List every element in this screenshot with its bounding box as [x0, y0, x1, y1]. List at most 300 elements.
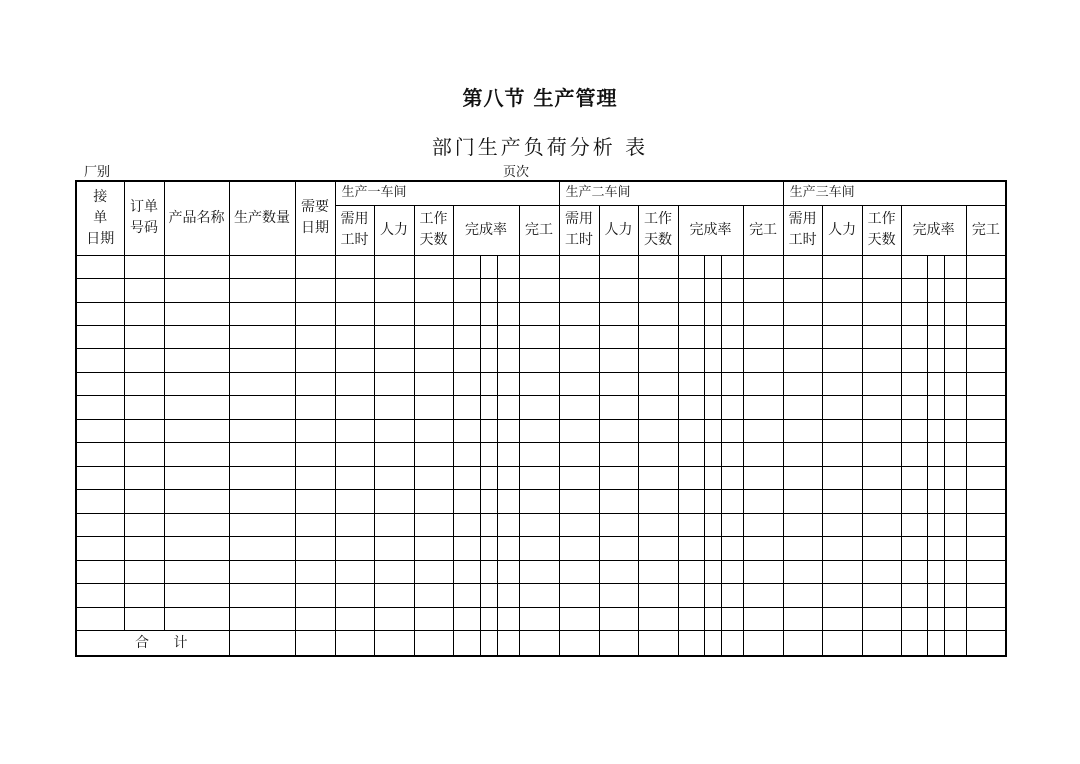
table-cell[interactable] [704, 302, 721, 325]
table-cell[interactable] [599, 349, 638, 372]
table-cell[interactable] [164, 584, 229, 607]
table-cell[interactable] [638, 302, 678, 325]
table-cell[interactable] [901, 513, 927, 536]
table-cell[interactable] [944, 631, 966, 656]
table-cell[interactable] [229, 466, 295, 489]
table-cell[interactable] [944, 419, 966, 442]
table-cell[interactable] [966, 279, 1006, 302]
table-cell[interactable] [901, 443, 927, 466]
table-cell[interactable] [453, 255, 480, 278]
table-cell[interactable] [704, 372, 721, 395]
table-cell[interactable] [164, 326, 229, 349]
table-cell[interactable] [519, 443, 559, 466]
table-cell[interactable] [721, 513, 743, 536]
table-cell[interactable] [783, 349, 822, 372]
table-cell[interactable] [678, 372, 704, 395]
table-cell[interactable] [599, 326, 638, 349]
table-cell[interactable] [721, 443, 743, 466]
table-cell[interactable] [335, 443, 374, 466]
table-cell[interactable] [822, 255, 862, 278]
table-cell[interactable] [599, 513, 638, 536]
table-cell[interactable] [519, 326, 559, 349]
table-cell[interactable] [76, 537, 124, 560]
table-cell[interactable] [76, 326, 124, 349]
table-cell[interactable] [638, 584, 678, 607]
table-cell[interactable] [295, 513, 335, 536]
table-cell[interactable] [335, 607, 374, 630]
table-cell[interactable] [480, 279, 497, 302]
table-cell[interactable] [966, 443, 1006, 466]
table-cell[interactable] [76, 419, 124, 442]
table-cell[interactable] [414, 396, 453, 419]
table-cell[interactable] [704, 537, 721, 560]
table-cell[interactable] [229, 372, 295, 395]
table-cell[interactable] [374, 607, 414, 630]
table-cell[interactable] [638, 490, 678, 513]
table-cell[interactable] [295, 372, 335, 395]
table-cell[interactable] [76, 302, 124, 325]
table-cell[interactable] [453, 466, 480, 489]
table-cell[interactable] [76, 255, 124, 278]
table-cell[interactable] [944, 302, 966, 325]
table-cell[interactable] [480, 560, 497, 583]
table-cell[interactable] [638, 607, 678, 630]
table-cell[interactable] [721, 537, 743, 560]
table-cell[interactable] [944, 326, 966, 349]
table-cell[interactable] [678, 560, 704, 583]
table-cell[interactable] [559, 443, 599, 466]
table-cell[interactable] [559, 513, 599, 536]
table-cell[interactable] [335, 279, 374, 302]
table-cell[interactable] [901, 255, 927, 278]
table-cell[interactable] [519, 584, 559, 607]
table-cell[interactable] [783, 396, 822, 419]
table-cell[interactable] [295, 419, 335, 442]
table-cell[interactable] [721, 302, 743, 325]
table-cell[interactable] [721, 419, 743, 442]
table-cell[interactable] [599, 396, 638, 419]
table-cell[interactable] [704, 419, 721, 442]
table-cell[interactable] [519, 537, 559, 560]
table-cell[interactable] [743, 255, 783, 278]
table-cell[interactable] [783, 443, 822, 466]
table-cell[interactable] [229, 584, 295, 607]
table-cell[interactable] [497, 349, 519, 372]
table-cell[interactable] [559, 419, 599, 442]
table-cell[interactable] [374, 255, 414, 278]
table-cell[interactable] [599, 560, 638, 583]
table-cell[interactable] [295, 443, 335, 466]
table-cell[interactable] [862, 631, 901, 656]
table-cell[interactable] [783, 490, 822, 513]
table-cell[interactable] [124, 560, 164, 583]
table-cell[interactable] [497, 537, 519, 560]
table-cell[interactable] [704, 584, 721, 607]
table-cell[interactable] [124, 302, 164, 325]
table-cell[interactable] [638, 279, 678, 302]
table-cell[interactable] [414, 255, 453, 278]
table-cell[interactable] [164, 419, 229, 442]
table-cell[interactable] [927, 607, 944, 630]
table-cell[interactable] [497, 631, 519, 656]
table-cell[interactable] [414, 279, 453, 302]
table-cell[interactable] [822, 560, 862, 583]
table-cell[interactable] [721, 372, 743, 395]
table-cell[interactable] [229, 607, 295, 630]
table-cell[interactable] [559, 584, 599, 607]
table-cell[interactable] [519, 372, 559, 395]
table-cell[interactable] [76, 372, 124, 395]
table-cell[interactable] [374, 326, 414, 349]
table-cell[interactable] [124, 372, 164, 395]
table-cell[interactable] [944, 349, 966, 372]
table-cell[interactable] [927, 326, 944, 349]
table-cell[interactable] [599, 419, 638, 442]
table-cell[interactable] [944, 372, 966, 395]
table-cell[interactable] [743, 631, 783, 656]
table-cell[interactable] [743, 466, 783, 489]
table-cell[interactable] [678, 607, 704, 630]
table-cell[interactable] [721, 607, 743, 630]
table-cell[interactable] [229, 255, 295, 278]
table-cell[interactable] [721, 560, 743, 583]
table-cell[interactable] [678, 513, 704, 536]
table-cell[interactable] [124, 326, 164, 349]
table-cell[interactable] [927, 466, 944, 489]
table-cell[interactable] [822, 326, 862, 349]
table-cell[interactable] [862, 279, 901, 302]
table-cell[interactable] [638, 537, 678, 560]
table-cell[interactable] [678, 443, 704, 466]
table-cell[interactable] [638, 326, 678, 349]
table-cell[interactable] [164, 349, 229, 372]
table-cell[interactable] [76, 349, 124, 372]
table-cell[interactable] [638, 372, 678, 395]
table-cell[interactable] [295, 607, 335, 630]
table-cell[interactable] [704, 349, 721, 372]
table-cell[interactable] [901, 396, 927, 419]
table-cell[interactable] [480, 255, 497, 278]
table-cell[interactable] [743, 560, 783, 583]
table-cell[interactable] [559, 631, 599, 656]
table-cell[interactable] [124, 513, 164, 536]
table-cell[interactable] [335, 349, 374, 372]
table-cell[interactable] [927, 302, 944, 325]
table-cell[interactable] [862, 302, 901, 325]
table-cell[interactable] [497, 560, 519, 583]
table-cell[interactable] [783, 372, 822, 395]
table-cell[interactable] [901, 372, 927, 395]
table-cell[interactable] [414, 537, 453, 560]
table-cell[interactable] [374, 537, 414, 560]
table-cell[interactable] [704, 607, 721, 630]
table-cell[interactable] [76, 490, 124, 513]
table-cell[interactable] [229, 326, 295, 349]
table-cell[interactable] [164, 372, 229, 395]
table-cell[interactable] [966, 326, 1006, 349]
table-cell[interactable] [966, 349, 1006, 372]
table-cell[interactable] [335, 419, 374, 442]
table-cell[interactable] [497, 372, 519, 395]
table-cell[interactable] [497, 396, 519, 419]
table-cell[interactable] [599, 631, 638, 656]
table-cell[interactable] [164, 302, 229, 325]
table-cell[interactable] [414, 631, 453, 656]
table-cell[interactable] [966, 513, 1006, 536]
table-cell[interactable] [599, 302, 638, 325]
table-cell[interactable] [822, 279, 862, 302]
table-cell[interactable] [480, 443, 497, 466]
table-cell[interactable] [783, 466, 822, 489]
table-cell[interactable] [783, 419, 822, 442]
table-cell[interactable] [519, 396, 559, 419]
table-cell[interactable] [374, 466, 414, 489]
table-cell[interactable] [678, 349, 704, 372]
table-cell[interactable] [453, 279, 480, 302]
table-cell[interactable] [519, 349, 559, 372]
table-cell[interactable] [229, 302, 295, 325]
table-cell[interactable] [497, 607, 519, 630]
table-cell[interactable] [453, 537, 480, 560]
table-cell[interactable] [480, 513, 497, 536]
table-cell[interactable] [414, 302, 453, 325]
table-cell[interactable] [966, 255, 1006, 278]
table-cell[interactable] [966, 490, 1006, 513]
table-cell[interactable] [76, 560, 124, 583]
table-cell[interactable] [678, 537, 704, 560]
table-cell[interactable] [966, 466, 1006, 489]
table-cell[interactable] [124, 584, 164, 607]
table-cell[interactable] [704, 255, 721, 278]
table-cell[interactable] [453, 326, 480, 349]
table-cell[interactable] [559, 279, 599, 302]
table-cell[interactable] [480, 372, 497, 395]
table-cell[interactable] [927, 372, 944, 395]
table-cell[interactable] [374, 279, 414, 302]
table-cell[interactable] [480, 631, 497, 656]
table-cell[interactable] [76, 607, 124, 630]
table-cell[interactable] [862, 443, 901, 466]
table-cell[interactable] [295, 490, 335, 513]
table-cell[interactable] [944, 607, 966, 630]
table-cell[interactable] [783, 302, 822, 325]
table-cell[interactable] [944, 443, 966, 466]
table-cell[interactable] [822, 490, 862, 513]
table-cell[interactable] [164, 607, 229, 630]
table-cell[interactable] [229, 419, 295, 442]
table-cell[interactable] [453, 396, 480, 419]
table-cell[interactable] [453, 513, 480, 536]
table-cell[interactable] [453, 560, 480, 583]
table-cell[interactable] [966, 419, 1006, 442]
table-cell[interactable] [783, 607, 822, 630]
table-cell[interactable] [76, 396, 124, 419]
table-cell[interactable] [862, 396, 901, 419]
table-cell[interactable] [519, 513, 559, 536]
table-cell[interactable] [229, 490, 295, 513]
table-cell[interactable] [966, 372, 1006, 395]
table-cell[interactable] [678, 279, 704, 302]
table-cell[interactable] [480, 419, 497, 442]
table-cell[interactable] [927, 584, 944, 607]
table-cell[interactable] [480, 302, 497, 325]
table-cell[interactable] [721, 255, 743, 278]
table-cell[interactable] [453, 372, 480, 395]
table-cell[interactable] [453, 443, 480, 466]
table-cell[interactable] [743, 490, 783, 513]
table-cell[interactable] [944, 513, 966, 536]
table-cell[interactable] [229, 279, 295, 302]
table-cell[interactable] [335, 490, 374, 513]
table-cell[interactable] [822, 419, 862, 442]
table-cell[interactable] [901, 560, 927, 583]
table-cell[interactable] [414, 326, 453, 349]
table-cell[interactable] [519, 490, 559, 513]
table-cell[interactable] [944, 584, 966, 607]
table-cell[interactable] [862, 490, 901, 513]
table-cell[interactable] [721, 584, 743, 607]
table-cell[interactable] [519, 607, 559, 630]
table-cell[interactable] [453, 584, 480, 607]
table-cell[interactable] [295, 349, 335, 372]
table-cell[interactable] [901, 490, 927, 513]
table-cell[interactable] [124, 349, 164, 372]
table-cell[interactable] [822, 349, 862, 372]
table-cell[interactable] [927, 349, 944, 372]
table-cell[interactable] [704, 279, 721, 302]
table-cell[interactable] [678, 466, 704, 489]
table-cell[interactable] [638, 560, 678, 583]
table-cell[interactable] [559, 537, 599, 560]
table-cell[interactable] [966, 584, 1006, 607]
table-cell[interactable] [414, 349, 453, 372]
table-cell[interactable] [638, 255, 678, 278]
table-cell[interactable] [480, 466, 497, 489]
table-cell[interactable] [497, 419, 519, 442]
table-cell[interactable] [164, 560, 229, 583]
table-cell[interactable] [374, 584, 414, 607]
table-cell[interactable] [76, 513, 124, 536]
table-cell[interactable] [822, 372, 862, 395]
table-cell[interactable] [822, 302, 862, 325]
table-cell[interactable] [743, 349, 783, 372]
table-cell[interactable] [901, 537, 927, 560]
table-cell[interactable] [124, 607, 164, 630]
table-cell[interactable] [335, 326, 374, 349]
table-cell[interactable] [453, 419, 480, 442]
table-cell[interactable] [944, 466, 966, 489]
table-cell[interactable] [497, 302, 519, 325]
table-cell[interactable] [743, 419, 783, 442]
table-cell[interactable] [822, 607, 862, 630]
table-cell[interactable] [519, 302, 559, 325]
table-cell[interactable] [944, 560, 966, 583]
table-cell[interactable] [599, 372, 638, 395]
table-cell[interactable] [678, 255, 704, 278]
table-cell[interactable] [721, 279, 743, 302]
table-cell[interactable] [966, 607, 1006, 630]
table-cell[interactable] [374, 443, 414, 466]
table-cell[interactable] [638, 419, 678, 442]
table-cell[interactable] [927, 631, 944, 656]
table-cell[interactable] [927, 490, 944, 513]
table-cell[interactable] [966, 631, 1006, 656]
table-cell[interactable] [374, 349, 414, 372]
table-cell[interactable] [678, 302, 704, 325]
table-cell[interactable] [229, 349, 295, 372]
table-cell[interactable] [480, 349, 497, 372]
table-cell[interactable] [966, 537, 1006, 560]
table-cell[interactable] [678, 490, 704, 513]
table-cell[interactable] [966, 560, 1006, 583]
table-cell[interactable] [519, 279, 559, 302]
table-cell[interactable] [124, 490, 164, 513]
table-cell[interactable] [164, 537, 229, 560]
table-cell[interactable] [335, 372, 374, 395]
table-cell[interactable] [559, 607, 599, 630]
table-cell[interactable] [862, 584, 901, 607]
table-cell[interactable] [704, 513, 721, 536]
table-cell[interactable] [414, 607, 453, 630]
table-cell[interactable] [519, 255, 559, 278]
table-cell[interactable] [743, 302, 783, 325]
table-cell[interactable] [743, 279, 783, 302]
table-cell[interactable] [721, 631, 743, 656]
table-cell[interactable] [862, 513, 901, 536]
table-cell[interactable] [721, 326, 743, 349]
table-cell[interactable] [599, 584, 638, 607]
table-cell[interactable] [124, 279, 164, 302]
table-cell[interactable] [599, 537, 638, 560]
table-cell[interactable] [335, 513, 374, 536]
table-cell[interactable] [822, 631, 862, 656]
table-cell[interactable] [497, 326, 519, 349]
table-cell[interactable] [374, 560, 414, 583]
table-cell[interactable] [414, 443, 453, 466]
table-cell[interactable] [678, 326, 704, 349]
table-cell[interactable] [783, 560, 822, 583]
table-cell[interactable] [164, 490, 229, 513]
table-cell[interactable] [862, 607, 901, 630]
table-cell[interactable] [901, 302, 927, 325]
table-cell[interactable] [599, 490, 638, 513]
table-cell[interactable] [414, 466, 453, 489]
table-cell[interactable] [335, 584, 374, 607]
table-cell[interactable] [229, 513, 295, 536]
table-cell[interactable] [783, 326, 822, 349]
table-cell[interactable] [229, 631, 295, 656]
table-cell[interactable] [966, 396, 1006, 419]
table-cell[interactable] [519, 631, 559, 656]
table-cell[interactable] [901, 349, 927, 372]
table-cell[interactable] [164, 255, 229, 278]
table-cell[interactable] [638, 513, 678, 536]
table-cell[interactable] [678, 396, 704, 419]
table-cell[interactable] [599, 255, 638, 278]
table-cell[interactable] [229, 443, 295, 466]
table-cell[interactable] [453, 349, 480, 372]
table-cell[interactable] [497, 513, 519, 536]
table-cell[interactable] [453, 631, 480, 656]
table-cell[interactable] [229, 560, 295, 583]
table-cell[interactable] [335, 255, 374, 278]
table-cell[interactable] [822, 396, 862, 419]
table-cell[interactable] [559, 490, 599, 513]
table-cell[interactable] [944, 396, 966, 419]
table-cell[interactable] [480, 584, 497, 607]
table-cell[interactable] [862, 466, 901, 489]
table-cell[interactable] [901, 466, 927, 489]
